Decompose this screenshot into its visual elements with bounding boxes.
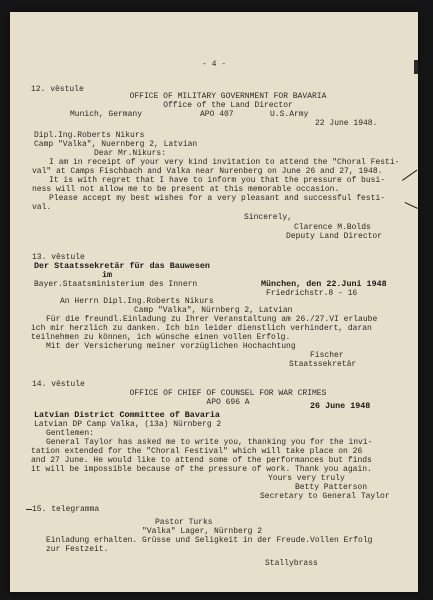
item15-addressee-1: Pastor Turks xyxy=(155,518,213,527)
binder-wire-1 xyxy=(402,170,417,181)
item12-addressee-1: Dipl.Ing.Roberts Nikurs xyxy=(34,131,145,140)
item14-closing: Yours very truly xyxy=(268,474,345,483)
item15-addressee-2: "Valka" Lager, Nürnberg 2 xyxy=(142,527,263,536)
item12-date: 22 June 1948. xyxy=(315,119,378,128)
item12-apo: APO 407 xyxy=(200,110,234,119)
binder-wire-2 xyxy=(405,202,418,209)
item14-addressee-2: Latvian DP Camp Valka, (13a) Nürnberg 2 xyxy=(34,420,222,429)
item14-signer: Betty Patterson xyxy=(295,483,368,492)
item14-addressee-1: Latvian District Committee of Bavaria xyxy=(34,410,220,420)
item14-number: 14. vēstule xyxy=(32,380,85,389)
item14-body-line: and 27 June. He would like to attend some of the performances but finds xyxy=(31,456,372,465)
item13-addressee-1: An Herrn Dipl.Ing.Roberts Nikurs xyxy=(60,297,214,306)
item12-header-1: OFFICE OF MILITARY GOVERNMENT FOR BAVARIA xyxy=(129,92,327,101)
item14-salutation: Gentlemen: xyxy=(46,429,95,438)
item14-body-line: tation extended for the "Choral Festival" which will take place on 26 xyxy=(31,447,363,456)
item12-body-line: val" at Camps Fischbach and Valka near Nurenberg on June 26 and 27, 1948. xyxy=(32,167,383,176)
item12-place: Munich, Germany xyxy=(70,110,143,119)
item13-body-line: Für die freundl.Einladung zu Ihrer Veranstaltung am 26./27.VI erlaube xyxy=(46,315,378,324)
item12-army: U.S.Army xyxy=(270,110,309,119)
item12-signer-title: Deputy Land Director xyxy=(286,232,383,241)
item12-closing: Sincerely, xyxy=(244,213,293,222)
item12-body-line: It is with regret that I have to inform you that the pressure of busi- xyxy=(49,176,386,185)
item12-number: 12. vēstule xyxy=(31,85,84,94)
item13-signer-title: Staatssekretär xyxy=(289,360,357,369)
item13-body-line: Mit der Versicherung meiner vorzüglichen Hochachtung xyxy=(46,342,296,351)
item13-body-line: teilnehmen zu können, ich wünsche einen vollen Erfolg. xyxy=(31,333,291,342)
item14-header-1: OFFICE OF CHIEF OF COUNSEL FOR WAR CRIMES xyxy=(129,389,327,398)
item14-header-2: APO 696 A xyxy=(206,398,250,407)
item15-body-line: Einladung erhalten. Grüsse und Seligkeit in der Freude.Vollen Erfolg xyxy=(46,536,373,545)
document-page xyxy=(10,12,418,592)
item12-body-line: I am in receipt of your very kind invitation to attend the "Choral Festi- xyxy=(49,158,400,167)
item14-signer-title: Secretary to General Taylor xyxy=(260,492,390,501)
item13-sender-2: im xyxy=(102,270,113,280)
item15-number: 15. telegramma xyxy=(32,505,100,514)
item15-body-line: zur Festzeit. xyxy=(46,545,109,554)
item12-body-line: Please accept my best wishes for a very pleasant and successful festi- xyxy=(49,194,386,203)
item15-signer: Stallybrass xyxy=(265,559,318,568)
item12-body-line: ness will not allow me to be present at this memorable occasion. xyxy=(32,185,340,194)
item14-body-line: it will be impossible because of the pressure of work. Thank you again. xyxy=(31,465,372,474)
item14-date: 26 June 1948 xyxy=(310,401,371,411)
item13-date: München, den 22.Juni 1948 xyxy=(261,279,387,289)
item13-street: Friedrichstr.8 - 16 xyxy=(266,289,358,298)
item12-signer: Clarence M.Bolds xyxy=(294,223,371,232)
item13-signer: Fischer xyxy=(310,351,344,360)
item13-addressee-2: Camp "Valka", Nürnberg 2, Latvian xyxy=(134,306,293,315)
item12-addressee-2: Camp "Valka", Nuernberg 2, Latvian xyxy=(34,140,198,149)
item12-header-2: Office of the Land Director xyxy=(163,101,293,110)
item12-body-line: val. xyxy=(32,203,52,212)
item13-body-line: ich mir herzlich zu danken. Ich bin leider dienstlich verhindert, daran xyxy=(31,324,372,333)
item13-sender-3: Bayer.Staatsministerium des Innern xyxy=(34,280,198,289)
item12-salutation: Dear Mr.Nikurs: xyxy=(94,149,167,158)
item13-number: 13. vēstule xyxy=(32,253,85,262)
item14-body-line: General Taylor has asked me to write you, thanking you for the invi- xyxy=(46,438,373,447)
item13-sender-1: Der Staatssekretär für das Bauwesen xyxy=(34,261,210,271)
page-number: - 4 - xyxy=(201,60,226,69)
